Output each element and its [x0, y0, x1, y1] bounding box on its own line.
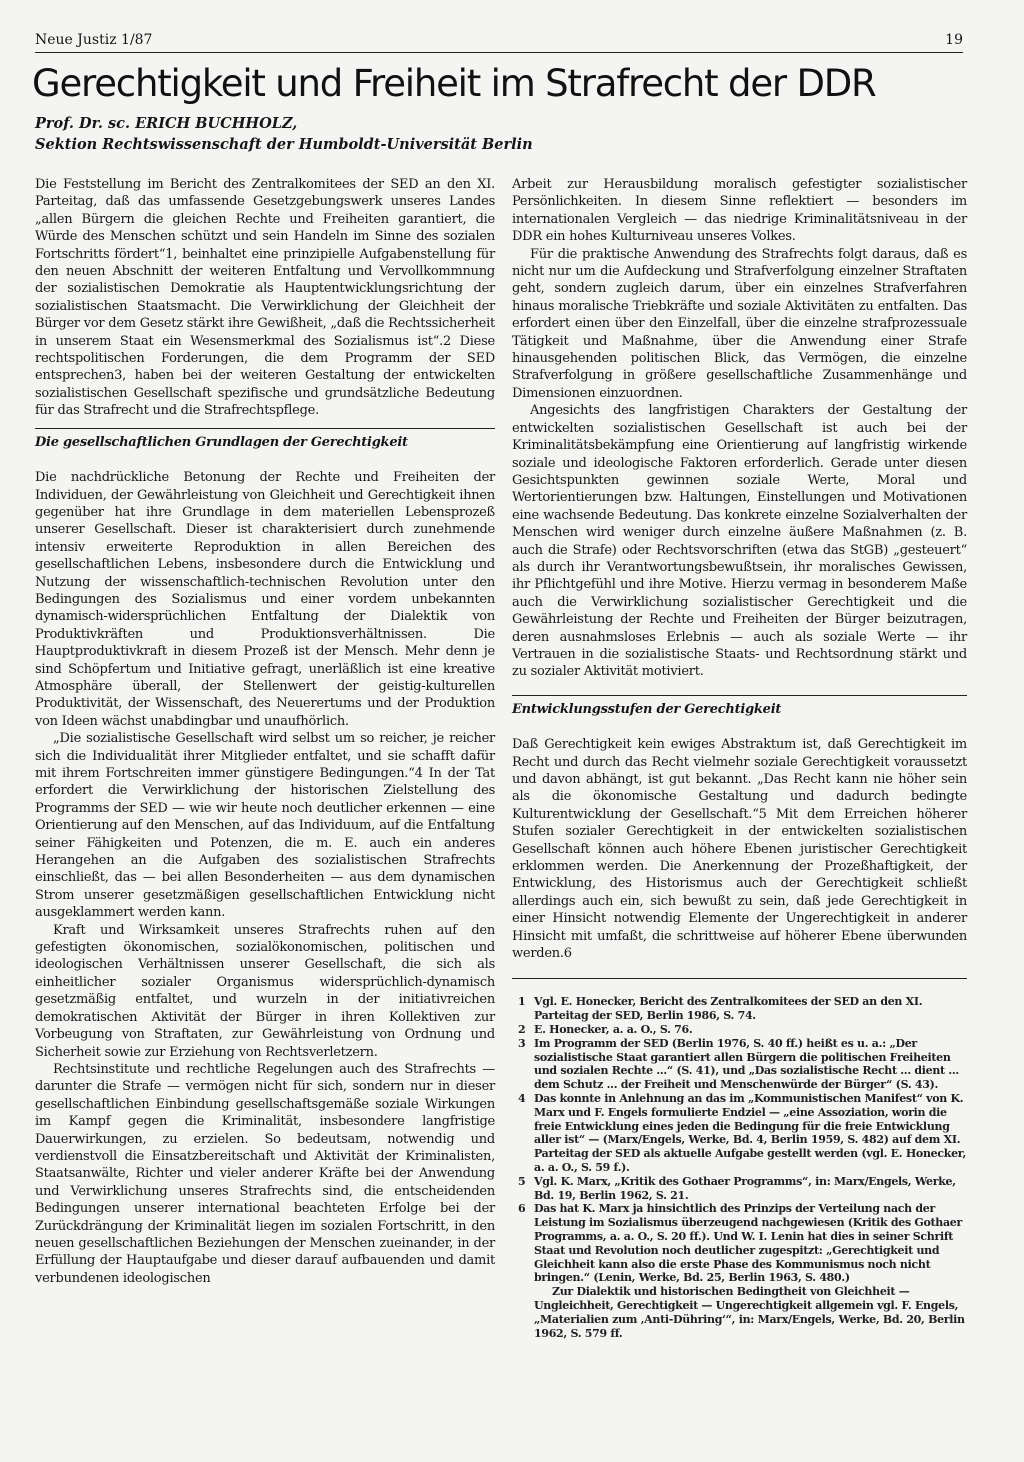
author-block	[35, 113, 635, 155]
footnote-continuation: Zur Dialektik und historischen Bedingtheit von Gleichheit — Ungleichheit, Gerechtigkeit — Ungerechtigkeit allgemein vgl. F. Engels, „Materialien zum ‚Anti-Dühring‘“, in: Marx/Engels, Werke, Bd. 20, Berlin 1962, S. 579 ff.	[534, 1285, 965, 1340]
section-heading-grundlagen	[35, 428, 495, 451]
body-paragraph: Kraft und Wirksamkeit unseres Strafrechts ruhen auf den gefestigten ökonomischen, sozialökonomischen, politischen und ideologischen Verhältnissen unserer Gesellschaft, die sich als einheitlicher sozialer Organismus widersprüchlich-dynamisch gesetzmäßig entfaltet, und wurzeln in der initiativreichen demokratischen Aktivität der Bürger in ihren Kollektiven zur Vorbeugung von Straftaten, zur Gewährleistung von Ordnung und Sicherheit sowie zur Erziehung von Rechtsverletzern.	[35, 922, 495, 1060]
left-column	[35, 176, 495, 1287]
article-title: Gerechtigkeit und Freiheit im Strafrecht der DDR	[32, 62, 876, 105]
header-rule	[35, 52, 963, 53]
footnote: 1 Vgl. E. Honecker, Bericht des Zentralkomitees der SED an den XI. Parteitag der SED, Berlin 1986, S. 74.	[518, 995, 923, 1023]
right-column	[512, 176, 967, 1340]
section-title: Entwicklungsstufen der Gerechtigkeit	[512, 701, 782, 717]
section-heading-entwicklungsstufen	[512, 695, 967, 718]
body-paragraph: Die nachdrückliche Betonung der Rechte und Freiheiten der Individuen, der Gewährleistung von Gleichheit und Gerechtigkeit ihnen gegenüber hat ihre Grundlage in dem materiellen Lebensprozeß unserer Gesellschaft. Dieser ist charakterisiert durch zunehmende intensiv erweiterte Reproduktion in allen Bereichen des gesellschaftlichen Lebens, insbesondere durch die Entwicklung und Nutzung der wissenschaftlich-technischen Revolution unter den Bedingungen des Sozialismus und einer vordem unbekannten dynamisch-widersprüchlichen Entfaltung der Dialektik von Produktivkräften und Produktionsverhältnissen. Die Hauptproduktivkraft in diesem Prozeß ist der Mensch. Mehr denn je sind Schöpfertum und Initiative gefragt, unerläßlich ist eine kreative Atmosphäre überall, der Stellenwert der geistig-kulturellen Produktivität, der Wissenschaft, des Neuerertums und der Produktion von Ideen wächst unabdingbar und unaufhörlich.	[35, 470, 495, 729]
page-header	[35, 32, 963, 54]
body-paragraph: Rechtsinstitute und rechtliche Regelungen auch des Strafrechts — darunter die Strafe — vermögen nicht für sich, sondern nur in dieser gesellschaftlichen Einbindung gesellschaftsgemäße soziale Wirkungen im Kampf gegen die Kriminalität, insbesondere langfristige Dauerwirkungen, zu erzielen. So bedeutsam, notwendig und verdienstvoll die Einsatzbereitschaft und Aktivität der Kriminalisten, Staatsanwälte, Richter und vieler anderer Kräfte bei der Anwendung und Verwirklichung unseres Strafrechts sind, die entscheidenden Bedingungen unserer international beachteten Erfolge bei der Zurückdrängung der Kriminalität liegen im sozialen Fortschritt, in den neuen gesellschaftlichen Beziehungen der Menschen zueinander, in der Erfüllung der Hauptaufgabe und dieser darauf aufbauenden und damit verbundenen ideologischen	[35, 1061, 495, 1286]
footnote: 2 E. Honecker, a. a. O., S. 76.	[518, 1023, 693, 1037]
footnote: 3 Im Programm der SED (Berlin 1976, S. 40 ff.) heißt es u. a.: „Der sozialistische Staat garantiert allen Bürgern die politischen Freiheiten und sozialen Rechte ...“ (S. 41), und „Das sozialistische Recht ... dient ... dem Schutz ... der Freiheit und Menschenwürde der Bürger“ (S. 43).	[518, 1036, 959, 1092]
intro-paragraph: Die Feststellung im Bericht des Zentralkomitees der SED an den XI. Parteitag, daß das umfassende Gesetzgebungswerk unseres Landes „allen Bürgern die gleichen Rechte und Freiheiten garantiert, die Würde des Menschen schützt und sein Handeln im Sinne des sozialen Fortschritts fördert“1, beinhaltet eine prinzipielle Aufgabenstellung für den neuen Abschnitt der weiteren Entfaltung und Vervollkommnung der sozialistischen Demokratie als Hauptentwicklungsrichtung der sozialistischen Staatsmacht. Die Verwirklichung der Gleichheit der Bürger vor dem Gesetz stärkt ihre Gewißheit, „daß die Rechtssicherheit in unserem Staat ein Wesensmerkmal des Sozialismus ist“.2 Diese rechtspolitischen Forderungen, die dem Programm der SED entsprechen3, haben bei der weiteren Gestaltung der entwickelten sozialistischen Gesellschaft spezifische und grundsätzliche Bedeutung für das Strafrecht und die Strafrechtspflege.	[35, 177, 495, 419]
author-name: Prof. Dr. sc. ERICH BUCHHOLZ,	[35, 115, 298, 132]
body-paragraph: Arbeit zur Herausbildung moralisch gefestigter sozialistischer Persönlichkeiten. In diesem Sinne reflektiert — besonders im internationalen Vergleich — das niedrige Kriminalitätsniveau in der DDR ein hohes Kulturniveau unseres Volkes.	[512, 177, 967, 245]
body-paragraph: Daß Gerechtigkeit kein ewiges Abstraktum ist, daß Gerechtigkeit im Recht und durch das Recht vielmehr soziale Gerechtigkeit voraussetzt und davon abhängt, ist gut bekannt. „Das Recht kann nie höher sein als die ökonomische Gestaltung und dadurch bedingte Kulturentwicklung der Gesellschaft.“5 Mit dem Erreichen höherer Stufen sozialer Gerechtigkeit in der entwickelten sozialistischen Gesellschaft können auch höhere Ebenen juristischer Gerechtigkeit erklommen werden. Die Anerkennung der Prozeßhaftigkeit, der Entwicklung, des Historismus auch der Gerechtigkeit schließt allerdings auch ein, sich bewußt zu sein, daß jede Gerechtigkeit in einer Hinsicht notwendig Elemente der Ungerechtigkeit in anderer Hinsicht mit umfaßt, die schrittweise auf höherer Ebene überwunden werden.6	[512, 737, 967, 962]
footnote: 4 Das konnte in Anlehnung an das im „Kommunistischen Manifest“ von K. Marx und F. Engels formulierte Endziel — „eine Assoziation, worin die freie Entwicklung eines jeden die Bedingung für die freie Entwicklung aller ist“ — (Marx/Engels, Werke, Bd. 4, Berlin 1959, S. 482) auf dem XI. Parteitag der SED als aktuelle Aufgabe gestellt werden (vgl. E. Honecker, a. a. O., S. 59 f.).	[518, 1092, 966, 1175]
body-paragraph: Für die praktische Anwendung des Strafrechts folgt daraus, daß es nicht nur um die Aufdeckung und Strafverfolgung einzelner Straftaten geht, sondern zugleich darum, über ein einzelnes Strafverfahren hinaus moralische Triebkräfte und soziale Aktivitäten zu entfalten. Das erfordert einen über den Einzelfall, über die einzelne strafprozessuale Tätigkeit und Maßnahme, über die Anwendung einer Strafe hinausgehenden politischen Blick, das Vermögen, die einzelne Strafverfolgung in größere gesellschaftliche Zusammenhänge und Dimensionen einzuordnen.	[512, 246, 967, 401]
journal-issue: Neue Justiz 1/87	[35, 32, 153, 48]
author-affiliation: Sektion Rechtswissenschaft der Humboldt-Universität Berlin	[35, 136, 533, 153]
footnote: 6 Das hat K. Marx ja hinsichtlich des Prinzips der Verteilung nach der Leistung im Sozialismus überzeugend nachgewiesen (Kritik des Gothaer Programms, a. a. O., S. 20 ff.). Und W. I. Lenin hat dies in seiner Schrift Staat und Revolution noch deutlicher zugespitzt: „Gerechtigkeit und Gleichheit kann also die erste Phase des Kommunismus noch nicht bringen.“ (Lenin, Werke, Bd. 25, Berlin 1963, S. 480.)	[518, 1202, 962, 1285]
body-paragraph: „Die sozialistische Gesellschaft wird selbst um so reicher, je reicher sich die Individualität ihrer Mitglieder entfaltet, und sie schafft dafür mit ihrem Fortschreiten immer günstigere Bedingungen.“4 In der Tat erfordert die Verwirklichung der historischen Zielstellung des Programms der SED — wie wir heute noch deutlicher erkennen — eine Orientierung auf den Menschen, auf das Individuum, auf die Entfaltung seiner Fähigkeiten und Potenzen, die m. E. auch ein anderes Herangehen an die Aufgaben des sozialistischen Strafrechts einschließt, das — bei allen Besonderheiten — aus dem dynamischen Strom unserer gesetzmäßigen gesellschaftlichen Entwicklung nicht ausgeklammert werden kann.	[35, 731, 495, 921]
section-title: Die gesellschaftlichen Grundlagen der Gerechtigkeit	[35, 434, 408, 450]
body-paragraph: Angesichts des langfristigen Charakters der Gestaltung der entwickelten sozialistischen Gesellschaft ist auch bei der Kriminalitätsbekämpfung eine Orientierung auf langfristig wirkende soziale und ideologische Faktoren erforderlich. Gerade unter diesen Gesichtspunkten gewinnen soziale Werte, Moral und Wertorientierungen bzw. Haltungen, Einstellungen und Motivationen eine wachsende Bedeutung. Das konkrete einzelne Sozialverhalten der Menschen wird weniger durch einzelne äußere Maßnahmen (z. B. auch die Strafe) oder Rechtsvorschriften (etwa das StGB) „gesteuert“ als durch ihr Verantwortungsbewußtsein, ihr moralisches Gewissen, ihr Pflichtgefühl und ihre Motive. Hierzu vermag in besonderem Maße auch die Verwirklichung sozialistischer Gerechtigkeit und die Gewährleistung der Rechte und Freiheiten der Bürger beizutragen, deren ausnahmsloses Erlebnis — auch als soziale Werte — ihr Vertrauen in die sozialistische Staats- und Rechtsordnung stärkt und zu sozialer Aktivität motiviert.	[512, 403, 967, 680]
footnotes-rule	[512, 978, 967, 979]
page-number: 19	[945, 32, 963, 48]
footnote: 5 Vgl. K. Marx, „Kritik des Gothaer Programms“, in: Marx/Engels, Werke, Bd. 19, Berlin 1962, S. 21.	[518, 1174, 956, 1202]
footnotes	[512, 995, 967, 1340]
